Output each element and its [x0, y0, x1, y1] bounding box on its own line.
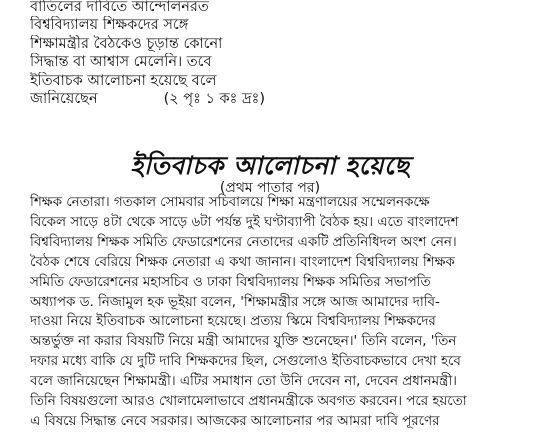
body-line: সমিতি ফেডারেশনের মহাসচিব ও ঢাকা বিশ্ববিদ্যালয় শিক্ষক সমিতির সভাপতি: [30, 274, 431, 290]
column-line: ইতিবাচক আলোচনা হয়েছে বলে: [30, 72, 217, 89]
body-line: বিশ্ববিদ্যালয় শিক্ষক সমিতি ফেডারেশনের নেতাদের একটি প্রতিনিধিদল অংশ নেন।: [30, 234, 457, 250]
column-last-line: [30, 90, 265, 108]
column-last-line-text: জানিয়েছেন: [30, 91, 98, 108]
body-line: দাওয়া নিয়ে ইতিবাচক আলোচনা হয়েছে। প্রত্যয় স্কিমে বিশ্ববিদ্যালয় শিক্ষকদের: [30, 314, 436, 330]
body-line: অন্তর্ভুক্ত না করার বিষয়টি নিয়ে মন্ত্রী আমাদের যুক্তি শুনেছেন।' তিনি বলেন, 'তিন: [30, 334, 457, 350]
column-line: শিক্ষামন্ত্রীর বৈঠকেও চূড়ান্ত কোনো: [30, 35, 223, 52]
body-line: অধ্যাপক ড. নিজামুল হক ভূইয়া বলেন, 'শিক্ষামন্ত্রীর সঙ্গে আজ আমাদের দাবি-: [30, 294, 440, 310]
body-line: দফার মধ্যে বাকি যে দুটি দাবি শিক্ষকদের ছিল, সেগুলোও ইতিবাচকভাবে দেখা হবে: [30, 354, 461, 370]
continuation-note: (প্রথম পাতার পর): [219, 180, 321, 196]
body-line: বিকেল সাড়ে ৪টা থেকে সাড়ে ৬টা পর্যন্ত দুই ঘণ্টাব্যাপী বৈঠক হয়। এতে বাংলাদেশ: [30, 214, 459, 230]
continuation-reference: (২ পৃঃ ১ কঃ দ্রঃ): [163, 91, 265, 108]
body-line: তিনি বিষয়গুলো আরও খোলামেলাভাবে প্রধানমন্ত্রীকে অবগত করবেন। পরে হয়তো: [30, 394, 467, 410]
body-line: বলে জানিয়েছেন শিক্ষামন্ত্রী। এটির সমাধান তো উনি দেবেন না, দেবেন প্রধানমন্ত্রী।: [30, 374, 457, 390]
front-page-column: [30, 0, 265, 108]
body-line: শিক্ষক নেতারা। গতকাল সোমবার সচিবালয়ে শিক্ষা মন্ত্রণালয়ের সম্মেলনকক্ষে: [30, 195, 430, 210]
body-line: এ বিষয়ে সিদ্ধান্ত নেবে সরকার। আজকের আলোচনার পর আমরা দাবি পূরণের: [30, 413, 440, 429]
article-body: [30, 193, 535, 432]
column-line: বাতিলের দাবিতে আন্দোলনরত: [30, 0, 209, 15]
column-line: সিদ্ধান্ত বা আশ্বাস মেলেনি। তবে: [30, 54, 212, 71]
body-line: বৈঠক শেষে বেরিয়ে শিক্ষক নেতারা এ কথা জানান। বাংলাদেশ বিশ্ববিদ্যালয় শিক্ষক: [30, 254, 455, 270]
article-headline: ইতিবাচক আলোচনা হয়েছে: [130, 151, 410, 180]
column-line: বিশ্ববিদ্যালয় শিক্ষকদের সঙ্গে: [30, 17, 189, 34]
